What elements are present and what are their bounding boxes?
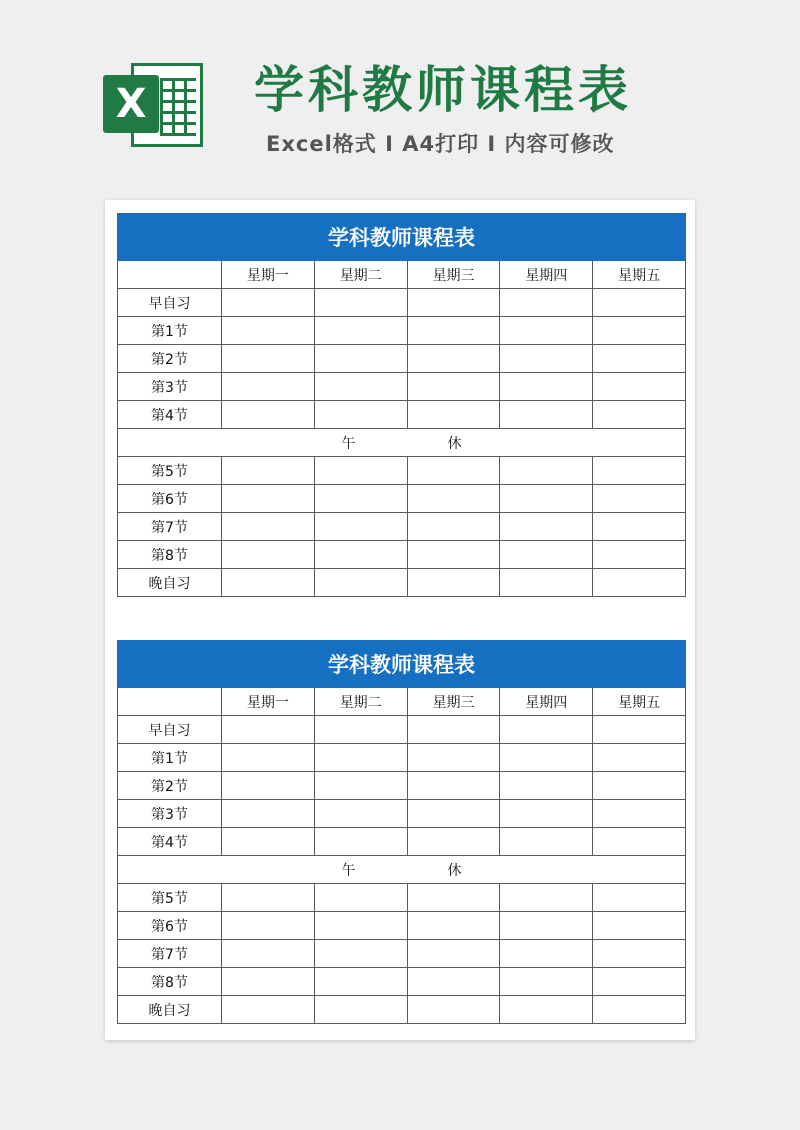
schedule-cell[interactable] xyxy=(407,345,500,373)
schedule-cell[interactable] xyxy=(407,485,500,513)
schedule-cell[interactable] xyxy=(593,289,686,317)
excel-logo-icon xyxy=(103,57,211,153)
schedule-cell[interactable] xyxy=(407,373,500,401)
period-label: 第2节 xyxy=(118,772,222,800)
schedule-cell[interactable] xyxy=(593,513,686,541)
logo-letter: X xyxy=(103,75,159,133)
schedule-cell[interactable] xyxy=(407,968,500,996)
corner-cell[interactable] xyxy=(118,688,222,716)
table-row xyxy=(118,996,686,1024)
schedule-cell[interactable] xyxy=(314,884,407,912)
schedule-cell[interactable] xyxy=(314,569,407,597)
schedule-cell[interactable] xyxy=(500,940,593,968)
schedule-cell[interactable] xyxy=(407,800,500,828)
schedule-cell[interactable] xyxy=(222,912,315,940)
schedule-cell[interactable] xyxy=(593,373,686,401)
schedule-cell[interactable] xyxy=(500,828,593,856)
table-row xyxy=(118,716,686,744)
schedule-cell[interactable] xyxy=(314,940,407,968)
table-row xyxy=(118,373,686,401)
table-row xyxy=(118,884,686,912)
table-row xyxy=(118,828,686,856)
table-row xyxy=(118,317,686,345)
table-row xyxy=(118,485,686,513)
schedule-cell[interactable] xyxy=(314,996,407,1024)
schedule-cell[interactable] xyxy=(593,940,686,968)
day-header: 星期三 xyxy=(407,688,500,716)
schedule-cell[interactable] xyxy=(222,457,315,485)
period-label: 第6节 xyxy=(118,912,222,940)
period-label: 晚自习 xyxy=(118,996,222,1024)
period-label: 早自习 xyxy=(118,716,222,744)
schedule-cell[interactable] xyxy=(314,800,407,828)
day-header: 星期四 xyxy=(500,688,593,716)
table-row xyxy=(118,744,686,772)
schedule-cell[interactable] xyxy=(593,317,686,345)
schedule-table-1 xyxy=(117,213,686,597)
noon-break-char: 午 xyxy=(341,862,400,879)
schedule-cell[interactable] xyxy=(500,373,593,401)
schedule-cell[interactable] xyxy=(314,716,407,744)
schedule-cell[interactable] xyxy=(314,912,407,940)
schedule-cell[interactable] xyxy=(407,772,500,800)
schedule-cell[interactable] xyxy=(222,485,315,513)
table-row xyxy=(118,513,686,541)
schedule-cell[interactable] xyxy=(314,401,407,429)
noon-break-row xyxy=(118,856,686,884)
schedule-cell[interactable] xyxy=(593,996,686,1024)
page-header xyxy=(0,0,800,200)
schedule-cell[interactable] xyxy=(314,772,407,800)
schedule-cell[interactable] xyxy=(222,345,315,373)
schedule-cell[interactable] xyxy=(500,912,593,940)
period-label: 第1节 xyxy=(118,317,222,345)
period-label: 第3节 xyxy=(118,800,222,828)
table-row xyxy=(118,569,686,597)
schedule-cell[interactable] xyxy=(314,289,407,317)
schedule-cell[interactable] xyxy=(314,485,407,513)
day-header: 星期一 xyxy=(222,688,315,716)
schedule-cell[interactable] xyxy=(500,800,593,828)
schedule-cell[interactable] xyxy=(500,485,593,513)
schedule-cell[interactable] xyxy=(314,744,407,772)
noon-break-char: 午 xyxy=(341,435,400,452)
schedule-cell[interactable] xyxy=(407,716,500,744)
period-label: 早自习 xyxy=(118,289,222,317)
schedule-cell[interactable] xyxy=(593,716,686,744)
schedule-cell[interactable] xyxy=(500,457,593,485)
table-title: 学科教师课程表 xyxy=(118,641,686,688)
schedule-table-2 xyxy=(117,640,686,1024)
schedule-cell[interactable] xyxy=(222,401,315,429)
period-label: 第1节 xyxy=(118,744,222,772)
schedule-cell[interactable] xyxy=(222,541,315,569)
table-row xyxy=(118,289,686,317)
table-row xyxy=(118,541,686,569)
schedule-cell[interactable] xyxy=(500,716,593,744)
schedule-cell[interactable] xyxy=(593,968,686,996)
page-title: 学科教师课程表 xyxy=(254,61,632,119)
schedule-cell[interactable] xyxy=(593,401,686,429)
schedule-cell[interactable] xyxy=(407,457,500,485)
schedule-cell[interactable] xyxy=(500,569,593,597)
schedule-cell[interactable] xyxy=(407,401,500,429)
table-row xyxy=(118,345,686,373)
period-label: 第8节 xyxy=(118,968,222,996)
schedule-cell[interactable] xyxy=(222,317,315,345)
table-row xyxy=(118,912,686,940)
schedule-cell[interactable] xyxy=(500,513,593,541)
schedule-cell[interactable] xyxy=(222,716,315,744)
schedule-cell[interactable] xyxy=(593,345,686,373)
period-label: 第5节 xyxy=(118,884,222,912)
day-header: 星期二 xyxy=(314,261,407,289)
schedule-cell[interactable] xyxy=(222,289,315,317)
schedule-cell[interactable] xyxy=(593,569,686,597)
schedule-cell[interactable] xyxy=(407,996,500,1024)
document-page xyxy=(105,200,695,1040)
schedule-cell[interactable] xyxy=(222,772,315,800)
schedule-cell[interactable] xyxy=(407,513,500,541)
table-row xyxy=(118,401,686,429)
day-header-row xyxy=(118,688,686,716)
period-label: 第6节 xyxy=(118,485,222,513)
table-row xyxy=(118,772,686,800)
noon-break-char: 休 xyxy=(447,435,462,452)
period-label: 第7节 xyxy=(118,513,222,541)
page-subtitle: Excel格式 I A4打印 I 内容可修改 xyxy=(266,132,615,156)
noon-break-cell xyxy=(118,429,686,457)
schedule-cell[interactable] xyxy=(593,772,686,800)
schedule-cell[interactable] xyxy=(593,884,686,912)
schedule-cell[interactable] xyxy=(407,940,500,968)
schedule-cell[interactable] xyxy=(314,828,407,856)
period-label: 晚自习 xyxy=(118,569,222,597)
table-title: 学科教师课程表 xyxy=(118,214,686,261)
schedule-cell[interactable] xyxy=(593,800,686,828)
schedule-cell[interactable] xyxy=(593,457,686,485)
schedule-cell[interactable] xyxy=(407,569,500,597)
corner-cell[interactable] xyxy=(118,261,222,289)
day-header: 星期五 xyxy=(593,261,686,289)
schedule-cell[interactable] xyxy=(222,800,315,828)
schedule-cell[interactable] xyxy=(500,968,593,996)
schedule-cell[interactable] xyxy=(222,373,315,401)
period-label: 第2节 xyxy=(118,345,222,373)
schedule-cell[interactable] xyxy=(222,968,315,996)
schedule-cell[interactable] xyxy=(593,541,686,569)
day-header: 星期四 xyxy=(500,261,593,289)
schedule-cell[interactable] xyxy=(222,884,315,912)
day-header-row xyxy=(118,261,686,289)
table-row xyxy=(118,800,686,828)
schedule-cell[interactable] xyxy=(314,541,407,569)
day-header: 星期三 xyxy=(407,261,500,289)
schedule-cell[interactable] xyxy=(500,772,593,800)
schedule-cell[interactable] xyxy=(222,940,315,968)
schedule-cell[interactable] xyxy=(222,744,315,772)
schedule-cell[interactable] xyxy=(407,744,500,772)
schedule-cell[interactable] xyxy=(407,912,500,940)
schedule-cell[interactable] xyxy=(500,996,593,1024)
schedule-cell[interactable] xyxy=(314,513,407,541)
schedule-cell[interactable] xyxy=(407,289,500,317)
period-label: 第3节 xyxy=(118,373,222,401)
schedule-cell[interactable] xyxy=(222,513,315,541)
period-label: 第7节 xyxy=(118,940,222,968)
day-header: 星期一 xyxy=(222,261,315,289)
schedule-cell[interactable] xyxy=(407,828,500,856)
period-label: 第4节 xyxy=(118,401,222,429)
schedule-cell[interactable] xyxy=(593,744,686,772)
schedule-cell[interactable] xyxy=(314,373,407,401)
schedule-cell[interactable] xyxy=(314,317,407,345)
schedule-cell[interactable] xyxy=(500,345,593,373)
table-row xyxy=(118,968,686,996)
schedule-cell[interactable] xyxy=(222,569,315,597)
period-label: 第8节 xyxy=(118,541,222,569)
schedule-cell[interactable] xyxy=(500,541,593,569)
schedule-cell[interactable] xyxy=(593,828,686,856)
schedule-cell[interactable] xyxy=(314,457,407,485)
day-header: 星期五 xyxy=(593,688,686,716)
schedule-cell[interactable] xyxy=(500,289,593,317)
day-header: 星期二 xyxy=(314,688,407,716)
schedule-cell[interactable] xyxy=(314,345,407,373)
table-row xyxy=(118,940,686,968)
schedule-cell[interactable] xyxy=(500,884,593,912)
schedule-cell[interactable] xyxy=(407,317,500,345)
noon-break-cell xyxy=(118,856,686,884)
table-row xyxy=(118,457,686,485)
schedule-cell[interactable] xyxy=(593,485,686,513)
period-label: 第4节 xyxy=(118,828,222,856)
schedule-cell[interactable] xyxy=(500,317,593,345)
schedule-cell[interactable] xyxy=(407,541,500,569)
schedule-cell[interactable] xyxy=(222,828,315,856)
period-label: 第5节 xyxy=(118,457,222,485)
noon-break-row xyxy=(118,429,686,457)
schedule-cell[interactable] xyxy=(593,912,686,940)
schedule-cell[interactable] xyxy=(500,401,593,429)
schedule-cell[interactable] xyxy=(407,884,500,912)
schedule-cell[interactable] xyxy=(314,968,407,996)
schedule-cell[interactable] xyxy=(500,744,593,772)
noon-break-char: 休 xyxy=(447,862,462,879)
schedule-cell[interactable] xyxy=(222,996,315,1024)
